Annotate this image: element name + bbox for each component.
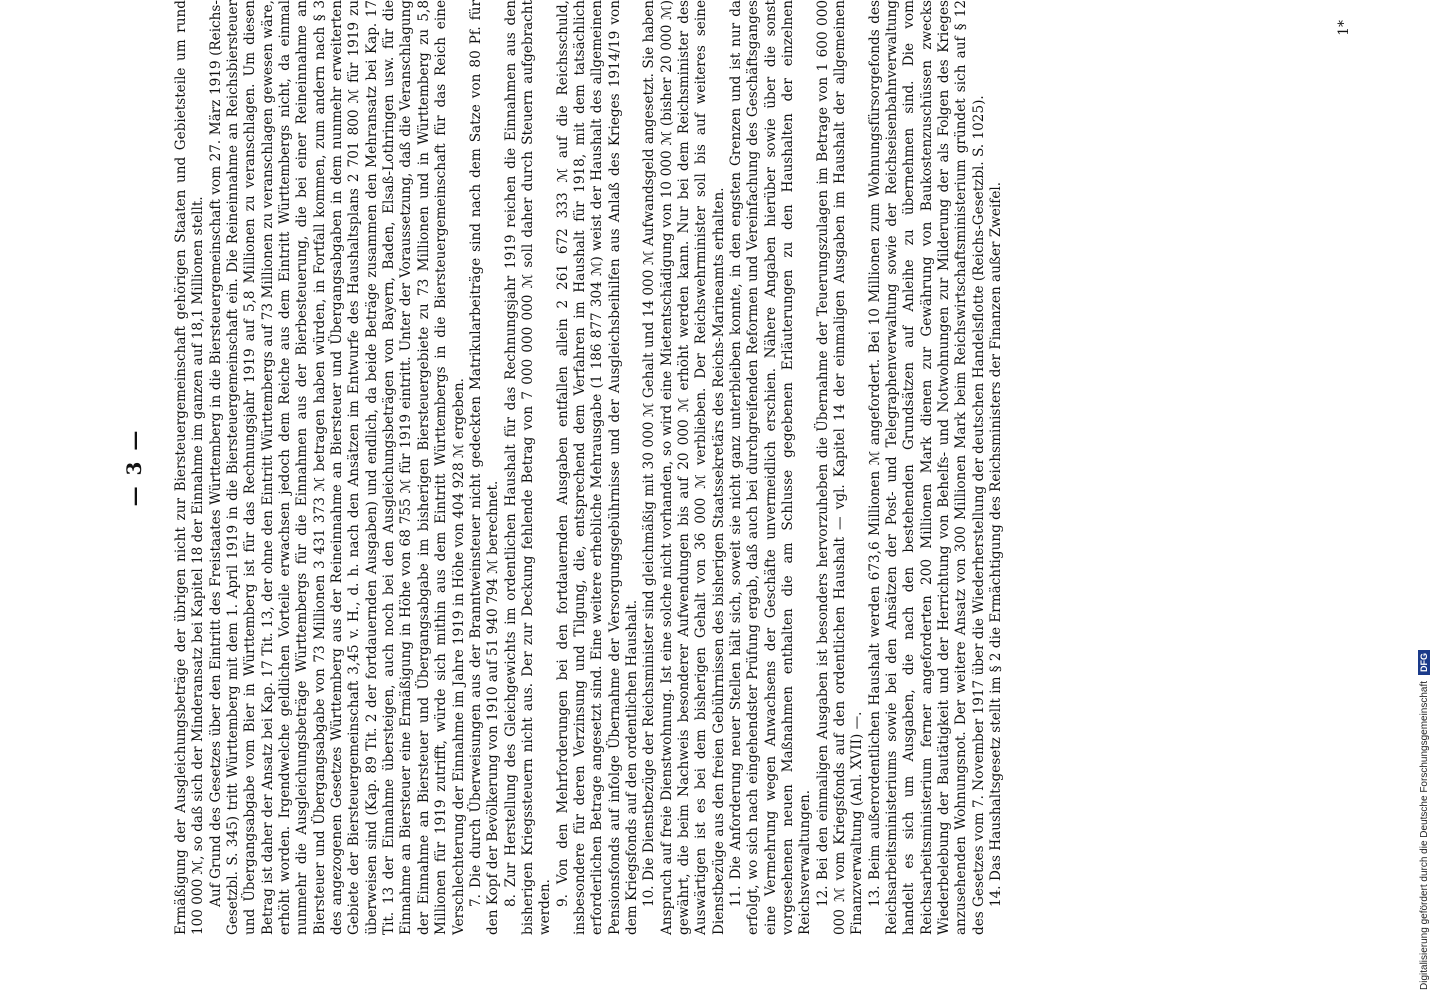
dfg-logo: DFG (1418, 650, 1430, 675)
rotated-page-content (80, 0, 1360, 935)
paragraph-continuation: Ermäßigung der Ausgleichungsbeträge der übrigen nicht zur Biersteuergemeinschaft gehörigen Staaten und Gebietsteile um rund 100 000 ℳ, so daß sich der Minderansatz bei Kapitel 18 der Einnahme im ganzen auf 18,1 Millionen stellt. (173, 0, 207, 935)
page-number: — 3 — (122, 428, 146, 507)
paragraph-10: 10. Die Dienstbezüge der Reichsminister sind gleichmäßig mit 30 000 ℳ Gehalt und 14 000 ℳ Aufwandsgeld angesetzt. Sie haben Anspruch auf freie Dienstwohnung. Ist eine solche nicht vorhanden, so wird eine Mietentschädigung von 10 000 ℳ (bisher 20 000 ℳ) gewährt, die beim Nachweis besonderer Aufwendungen bis auf 20 000 ℳ erhöht werden kann. Nur bei dem Reichsminister des Auswärtigen ist es bei dem bisherigen Gehalt von 36 000 ℳ verblieben. Der Reichswehrminister soll bis auf weiteres seine Dienstbezüge aus den freien Gebührnissen des bisherigen Staatssekretärs des Reichs-Marineamts erhalten. (641, 0, 727, 935)
signature-mark: 1* (1336, 20, 1352, 36)
paragraph-12: 12. Bei den einmaligen Ausgaben ist besonders hervorzuheben die Übernahme der Teuerungszulagen im Betrage von 1 600 000 000 ℳ vom Kriegsfonds auf den ordentlichen Haushalt — vgl. Kapitel 14 der einmaligen Ausgaben im Haushalt der allgemeinen Finanzverwaltung (Anl. XVII) —. (814, 0, 866, 935)
digitization-note (1418, 650, 1430, 990)
digitization-note-text: Digitalisierung gefördert durch die Deutsche Forschungsgemeinschaft (1418, 680, 1430, 990)
paragraph-14: 14. Das Haushaltsgesetz stellt im § 2 die Ermächtigung des Reichsministers der Finanzen außer Zweifel. (988, 181, 1005, 907)
paragraph-7: 7. Die durch Überweisungen aus der Branntweinsteuer nicht gedeckten Matrikularbeiträge sind nach dem Satze von 80 Pf. für den Kopf der Bevölkerung von 1910 auf 51 940 794 ℳ berechnet. (467, 0, 502, 935)
paragraph-11: 11. Die Anforderung neuer Stellen hält sich, soweit sie nicht ganz unterbleiben konnte, in den engsten Grenzen und ist nur da erfolgt, wo sich nach eingehendster Prüfung ergab, daß auch bei durchgreifenden Reformen und Vereinfachung des Geschäftsganges eine Vermehrung wegen Anwachsens der Geschäfte unvermeidlich erschien. Nähere Angaben hierüber sowie über die sonst vorgesehenen neuen Maßnahmen enthalten die am Schlusse gegebenen Erläuterungen zu den Haushalten der einzelnen Reichsverwaltungen. (728, 0, 814, 935)
paragraph-wuerttemberg: Auf Grund des Gesetzes über den Eintritt des Freistaates Württemberg in die Biersteuergemeinschaft vom 27. März 1919 (Reichs-Gesetzbl. S. 345) tritt Württemberg mit dem 1. April 1919 in die Biersteuergemeinschaft ein. Die Reineinnahme an Reichsbiersteuer und Übergangsabgabe vom Bier in Württemberg ist für das Rechnungsjahr 1919 auf 5,8 Millionen zu veranschlagen. Um diesen Betrag ist daher der Ansatz bei Kap. 17 Tit. 13, der ohne den Eintritt Württembergs auf 73 Millionen zu veranschlagen gewesen wäre, erhöht worden. Irgendwelche geldlichen Vorteile erwachsen jedoch dem Reiche aus dem Eintritt Württembergs nicht, da einmal nunmehr die Ausgleichungsbeträge Württembergs für die Einnahmen aus der Bierbesteuerung, die bei einer Reineinnahme an Biersteuer und Übergangsabgabe von 73 Millionen 3 431 373 ℳ betragen haben würden, in Fortfall kommen, zum andern nach § 3 des angezogenen Gesetzes Württemberg aus der Reineinnahme an Biersteuer und Übergangsabgaben in dem nunmehr erweiterten Gebiete der Biersteuergemeinschaft 3,45 v. H., d. h. nach den Ansätzen im Entwurfe des Haushaltsplans 2 701 800 ℳ für 1919 zu überweisen sind (Kap. 89 Tit. 2 der fortdauernden Ausgaben) und endlich, da beide Beträge zusammen den Mehransatz bei Kap. 17 Tit. 13 der Einnahme übersteigen, auch noch bei den Ausgleichungsbeträgen von Bayern, Baden, Elsaß-Lothringen usw. für die Einnahme an Biersteuer eine Ermäßigung in Höhe von 68 755 ℳ für 1919 eintritt. Unter der Voraussetzung, daß die Veranschlagung der Einnahme an Biersteuer und Übergangsabgabe im bisherigen Biersteuergebiete zu 73 Millionen und in Württemberg zu 5,8 Millionen für 1919 zutrifft, würde sich mithin aus dem Eintritt Württembergs in die Biersteuergemeinschaft für das Reich eine Verschlechterung der Einnahme im Jahre 1919 in Höhe von 404 928 ℳ ergeben. (207, 0, 467, 935)
paragraph-8: 8. Zur Herstellung des Gleichgewichts im ordentlichen Haushalt für das Rechnungsjahr 1919 reichen die Einnahmen aus den bisherigen Kriegssteuern nicht aus. Der zur Deckung fehlende Betrag von 7 000 000 000 ℳ soll daher durch Steuern aufgebracht werden. (502, 0, 554, 935)
paragraph-13: 13. Beim außerordentlichen Haushalt werden 673,6 Millionen ℳ angefordert. Bei 10 Millionen zum Wohnungsfürsorgefonds des Reichsarbeitsministeriums sowie bei den Ansätzen der Post- und Telegraphenverwaltung sowie der Reichseisenbahnverwaltung handelt es sich um Ausgaben, die nach den bestehenden Grundsätzen auf Anleihe zu übernehmen sind. Die vom Reichsarbeitsministerium ferner angeforderten 200 Millionen Mark dienen zur Gewährung von Baukostenzuschüssen zwecks Wiederbelebung der Bautätigkeit und der Herrichtung von Behelfs- und Notwohnungen zur Milderung der als Folgen des Krieges anzusehenden Wohnungsnot. Der weitere Ansatz von 300 Millionen Mark beim Reichswirtschaftsministerium gründet sich auf § 12 des Gesetzes vom 7. November 1917 über die Wiederherstellung der deutschen Handelsflotte (Reichs-Gesetzbl. S. 1025). (866, 0, 987, 935)
body-text (173, 0, 1006, 935)
paragraph-9: 9. Von den Mehrforderungen bei den fortdauernden Ausgaben entfallen allein 2 261 672 333 ℳ auf die Reichsschuld, insbesondere für deren Verzinsung und Tilgung, die, entsprechend dem Verfahren im Haushalt für 1918, mit dem tatsächlich erforderlichen Betrage angesetzt sind. Eine weitere erhebliche Mehrausgabe (1 186 877 304 ℳ) weist der Haushalt des allgemeinen Pensionsfonds auf infolge Übernahme der Versorgungsgebührnisse und der Ausgleichsbeihilfen aus Anlaß des Krieges 1914/19 von dem Kriegsfonds auf den ordentlichen Haushalt. (554, 0, 640, 935)
